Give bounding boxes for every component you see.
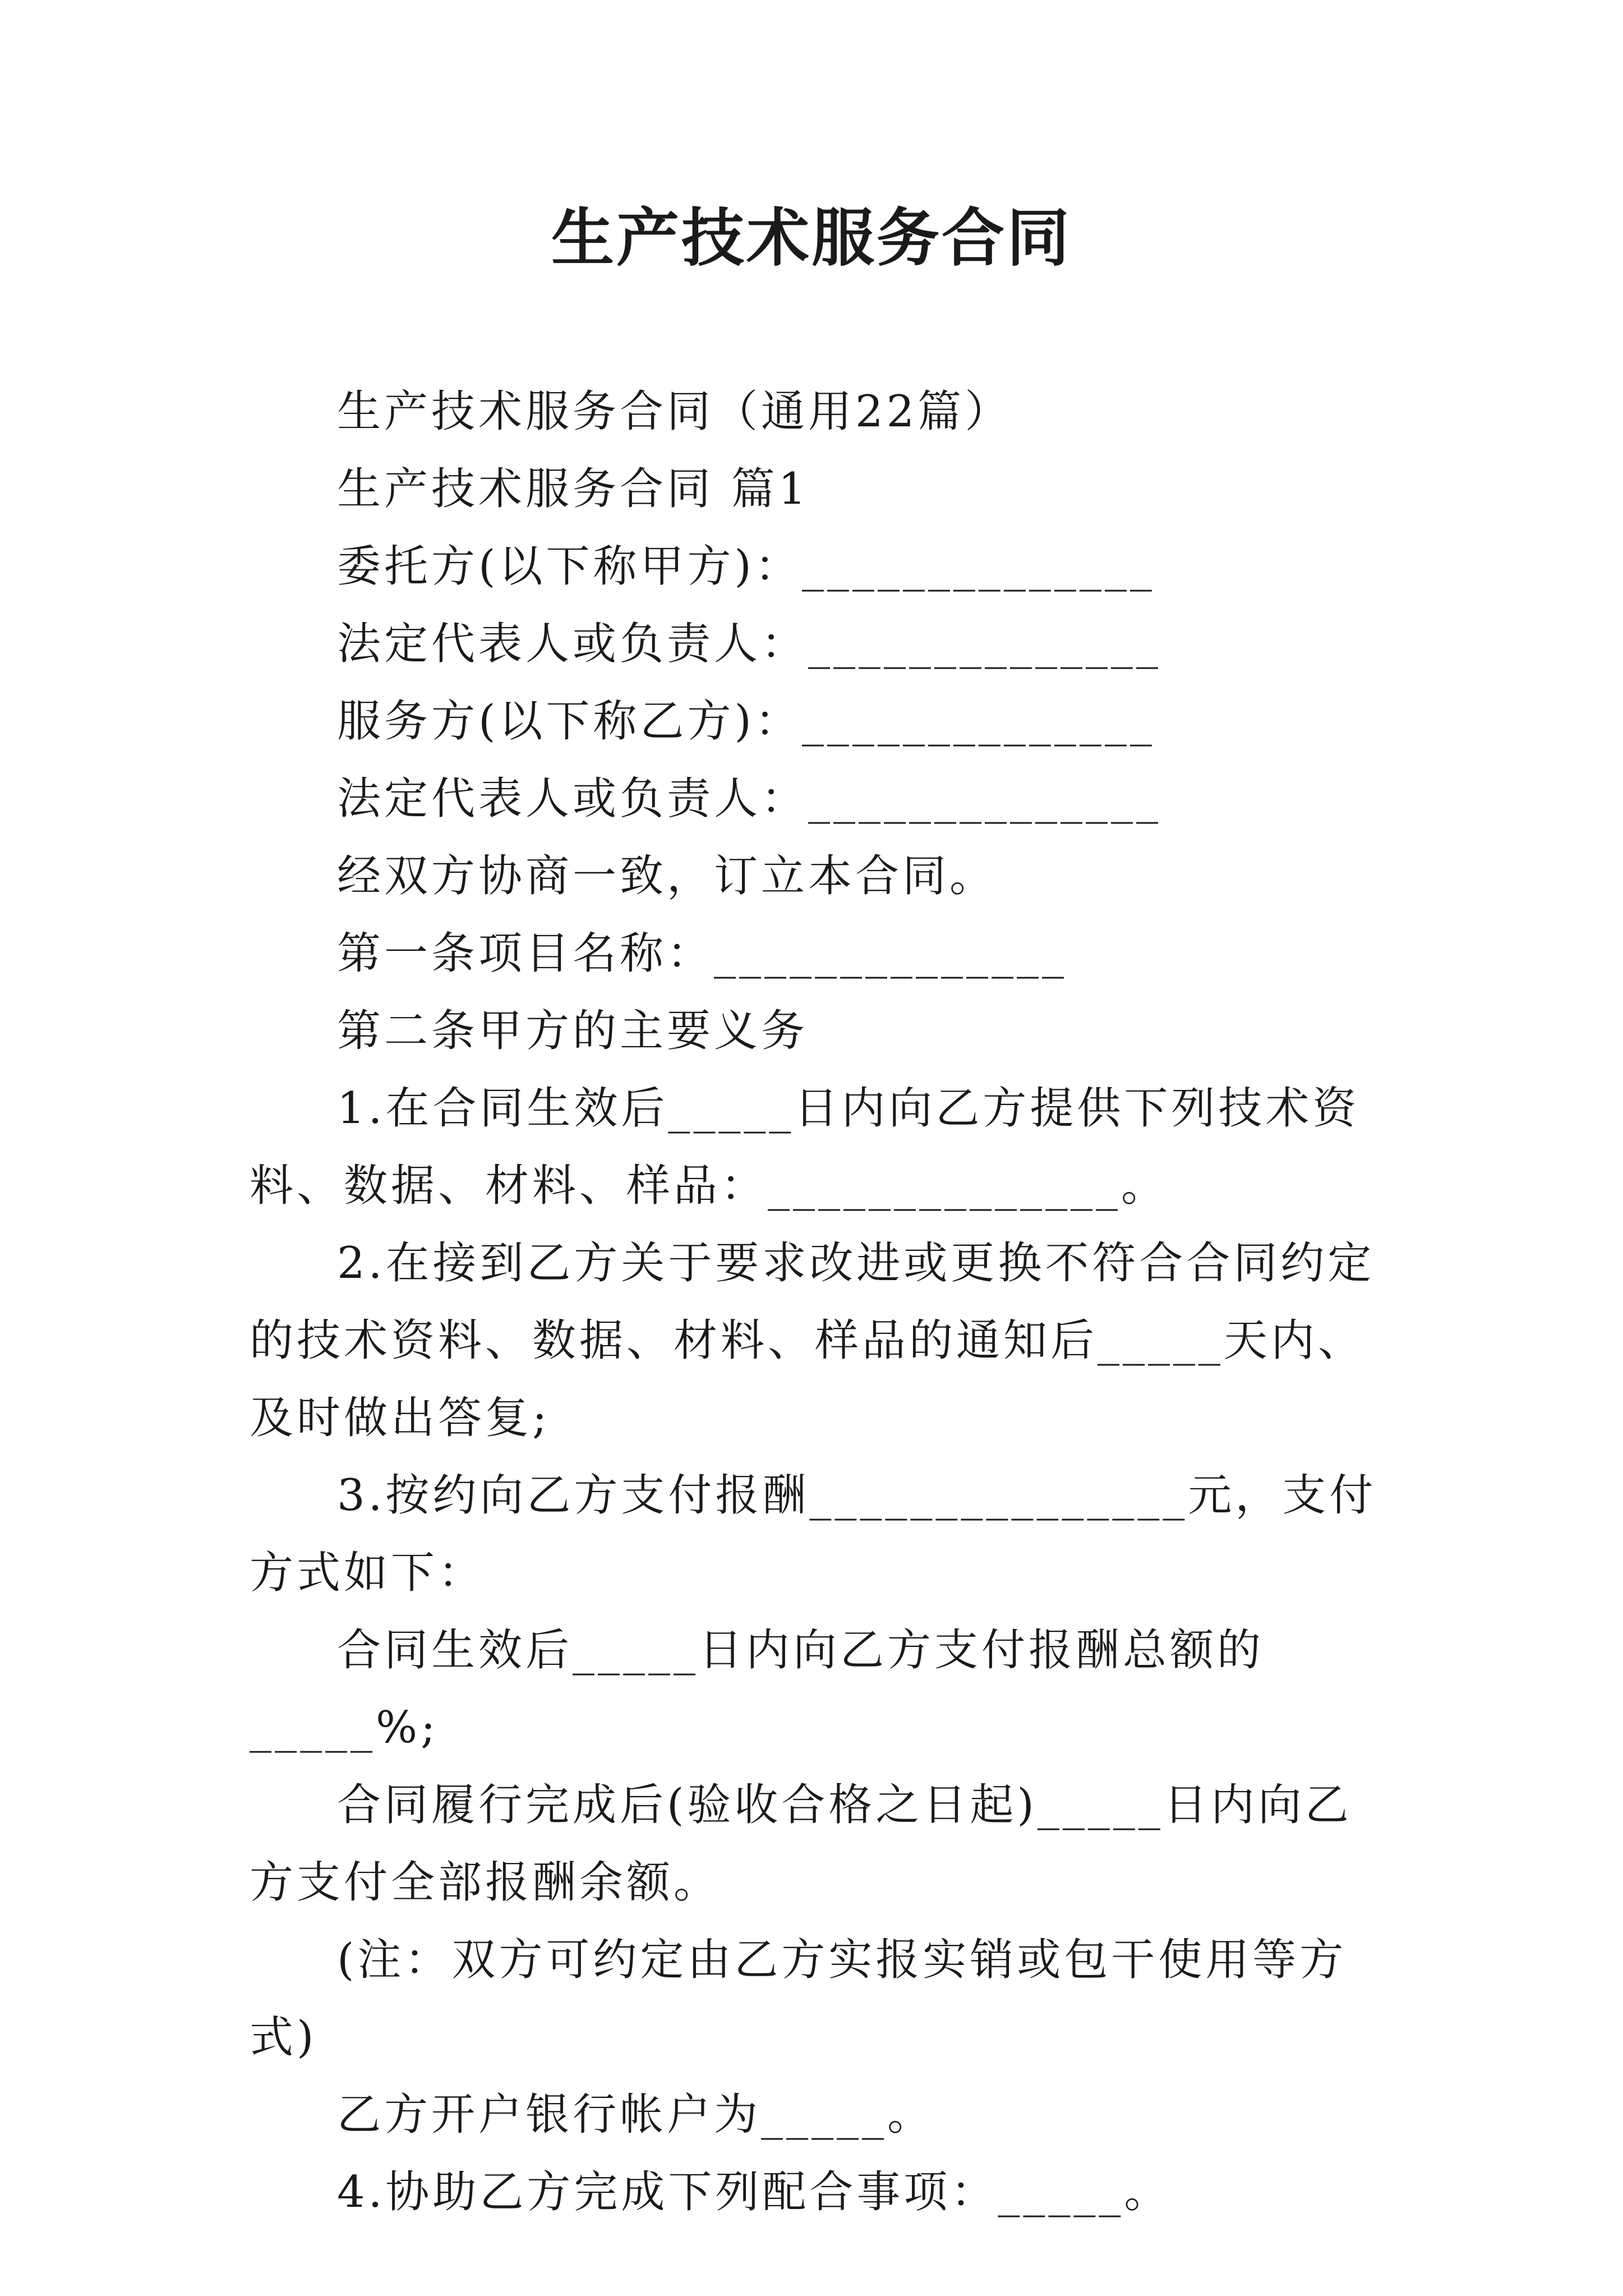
paragraph-client-representative: 法定代表人或负责人：______________ xyxy=(337,619,1162,669)
paragraph-item-1: 1.在合同生效后_____日内向乙方提供下列技术资料、数据、材料、样品：______________。 xyxy=(250,1083,1360,1211)
paragraph-section-heading: 生产技术服务合同 篇1 xyxy=(337,464,810,514)
paragraph-article-1: 第一条项目名称：______________ xyxy=(337,928,1068,979)
paragraph-item-4: 4.协助乙方完成下列配合事项：_____。 xyxy=(337,2167,1172,2217)
document-title: 生产技术服务合同 xyxy=(551,201,1072,275)
paragraph-article-2: 第二条甲方的主要义务 xyxy=(337,1006,809,1056)
paragraph-agreement: 经双方协商一致，订立本合同。 xyxy=(337,851,997,901)
paragraph-subtitle: 生产技术服务合同（通用22篇） xyxy=(337,386,1012,437)
paragraph-provider: 服务方(以下称乙方)：______________ xyxy=(337,696,1155,747)
paragraph-item-2: 2.在接到乙方关于要求改进或更换不符合合同约定的技术资料、数据、材料、样品的通知后_____天内、及时做出答复; xyxy=(250,1238,1375,1443)
paragraph-bank-account: 乙方开户银行帐户为_____。 xyxy=(337,2090,935,2140)
paragraph-payment-2: 合同履行完成后(验收合格之日起)_____日内向乙方支付全部报酬余额。 xyxy=(250,1780,1352,1908)
document-body xyxy=(250,373,1388,2231)
paragraph-payment-1: 合同生效后_____日内向乙方支付报酬总额的_____%; xyxy=(250,1625,1265,1753)
paragraph-note: (注：双方可约定由乙方实报实销或包干使用等方式) xyxy=(250,1935,1347,2063)
paragraph-provider-representative: 法定代表人或负责人：______________ xyxy=(337,774,1162,824)
paragraph-item-3: 3.按约向乙方支付报酬_______________元，支付方式如下： xyxy=(250,1470,1377,1598)
paragraph-client: 委托方(以下称甲方)：______________ xyxy=(337,541,1155,592)
